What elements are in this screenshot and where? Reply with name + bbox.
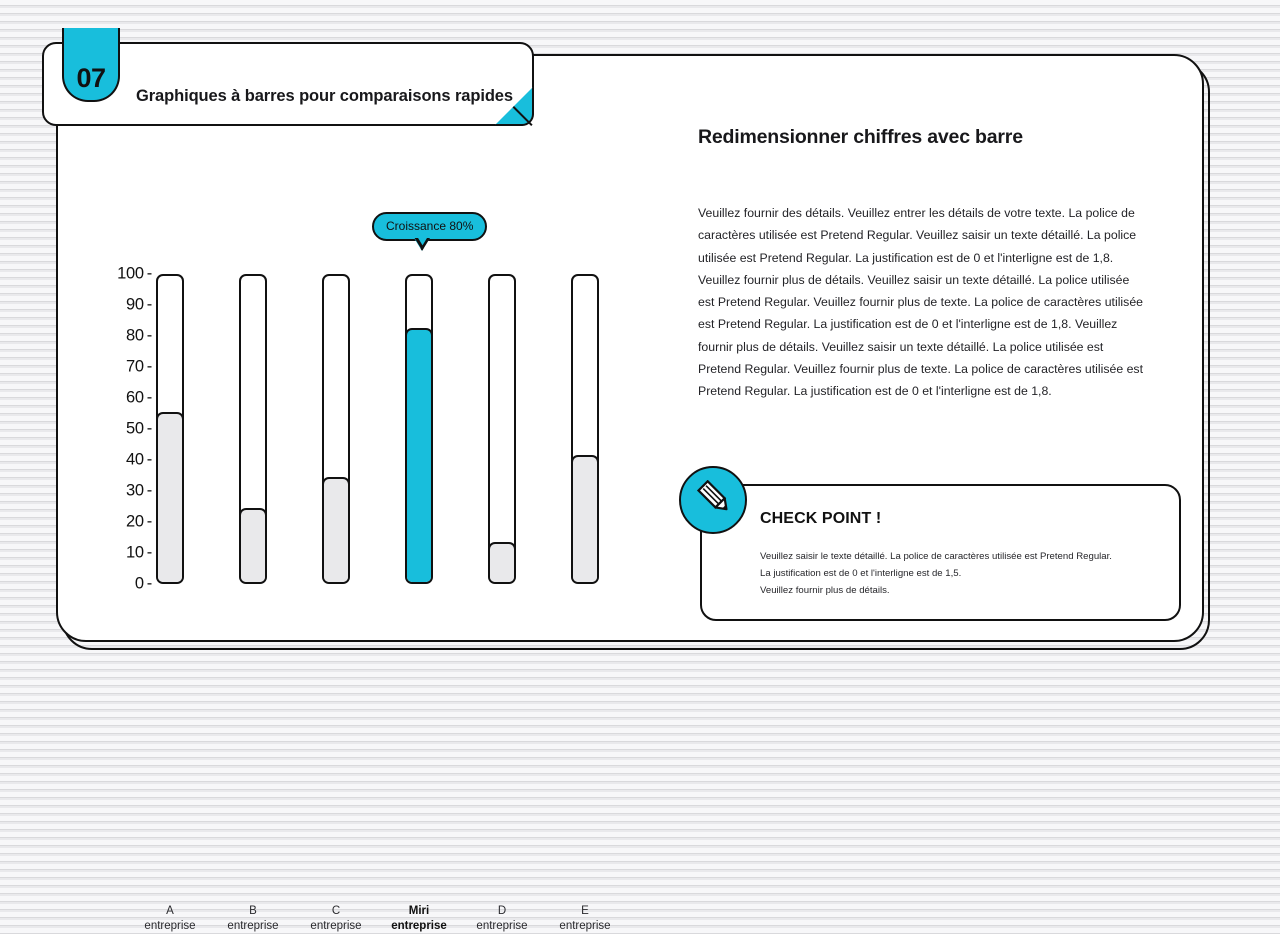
bar-category-line1: Miri: [408, 905, 430, 917]
bar-fill: [488, 542, 516, 584]
slide-number-text: 07: [76, 63, 106, 93]
y-axis-tick: [126, 451, 152, 470]
bar-category-line2: entreprise: [391, 920, 447, 932]
y-axis-tick-label: 80: [126, 326, 144, 345]
y-axis-tick-label: 70: [126, 357, 144, 376]
y-axis-tick-label: 100: [117, 264, 144, 283]
y-axis-tick-dash: -: [146, 326, 152, 345]
y-axis-tick-dash: -: [146, 574, 152, 593]
right-content-column: [698, 126, 1158, 403]
bar-category-line2: entreprise: [227, 920, 279, 932]
y-axis-tick-dash: -: [146, 295, 152, 314]
bar-fill-highlight: [405, 328, 433, 584]
bar-track: [322, 274, 350, 584]
y-axis-tick-label: 90: [126, 295, 144, 314]
slide-number-badge: [62, 28, 120, 102]
bar-category-line1: E: [581, 905, 589, 917]
pencil-glyph: [693, 480, 733, 520]
bar-category-line1: D: [497, 905, 507, 917]
slide-title-text: Graphiques à barres pour comparaisons rapides: [136, 86, 513, 105]
bar-category-label: [381, 904, 457, 934]
bar-category-line2: entreprise: [476, 920, 528, 932]
tooltip-tail-icon: [414, 238, 430, 251]
checkpoint-title: CHECK POINT !: [760, 510, 882, 527]
bar-category-label: [215, 904, 291, 934]
y-axis-tick-dash: -: [146, 357, 152, 376]
y-axis-tick-dash: -: [146, 450, 152, 469]
bar-category-label: [298, 904, 374, 934]
bar-chart: [96, 212, 636, 932]
checkpoint-card: [700, 484, 1181, 621]
y-axis-tick-dash: -: [146, 512, 152, 531]
y-axis-tick-dash: -: [146, 543, 152, 562]
y-axis-tick-dash: -: [146, 419, 152, 438]
bar-track: [488, 274, 516, 584]
y-axis-tick: [126, 420, 152, 439]
y-axis-tick-label: 0: [134, 574, 144, 593]
bar-fill: [239, 508, 267, 584]
y-axis-tick-label: 40: [126, 450, 144, 469]
y-axis-tick: [126, 358, 152, 377]
bar-track: [239, 274, 267, 584]
bar-track: [571, 274, 599, 584]
bar-category-line2: entreprise: [310, 920, 362, 932]
y-axis-tick: [126, 544, 152, 563]
checkpoint-line-3: Veuillez fournir plus de détails.: [760, 585, 890, 596]
slide-title-tab: [42, 42, 534, 126]
right-heading: Redimensionner chiffres avec barre: [698, 126, 1023, 148]
bar-track: [156, 274, 184, 584]
y-axis-tick: [135, 575, 152, 594]
growth-tooltip: [372, 212, 487, 241]
bar-category-line1: B: [249, 905, 257, 917]
y-axis-tick: [126, 513, 152, 532]
y-axis-tick-label: 50: [126, 419, 144, 438]
growth-tooltip-label: Croissance 80%: [386, 219, 474, 233]
bar-category-line2: entreprise: [559, 920, 611, 932]
bar-category-label: [464, 904, 540, 934]
bar-category-line1: C: [331, 905, 341, 917]
chart-plot-area: [96, 264, 636, 932]
y-axis-tick: [117, 265, 152, 284]
bar-fill: [322, 477, 350, 584]
y-axis-tick: [126, 482, 152, 501]
y-axis-tick-label: 10: [126, 543, 144, 562]
chart-y-axis: [96, 264, 152, 593]
bar-category-label: [547, 904, 623, 934]
checkpoint-line-1: Veuillez saisir le texte détaillé. La police de caractères utilisée est Pretend Regular.: [760, 551, 1112, 562]
y-axis-tick: [126, 327, 152, 346]
bar-category-line2: entreprise: [144, 920, 196, 932]
y-axis-tick-dash: -: [146, 388, 152, 407]
bar-category-line1: A: [166, 905, 174, 917]
y-axis-tick: [126, 389, 152, 408]
y-axis-tick-label: 60: [126, 388, 144, 407]
pencil-icon: [679, 466, 747, 534]
y-axis-tick-label: 20: [126, 512, 144, 531]
y-axis-tick-dash: -: [146, 481, 152, 500]
chart-bars-group: [144, 274, 636, 932]
bar-category-label: [132, 904, 208, 934]
y-axis-tick: [126, 296, 152, 315]
bar-track: [405, 274, 433, 584]
y-axis-tick-label: 30: [126, 481, 144, 500]
right-paragraph: Veuillez fournir des détails. Veuillez entrer les détails de votre texte. La police de caractères utilisée est Pretend Regular. Veuillez saisir un texte détaillé. La police utilisée est Pretend Regular. La justification est de 0 et l'interligne est de 1,8. Veuillez fournir plus de détails. Veuillez saisir un texte détaillé. La police utilisée est Pretend Regular. Veuillez fournir plus de texte. La police de caractères utilisée est Pretend Regular. La justification est de 0 et l'interligne est de 1,8. Veuillez fournir plus de détails. Veuillez saisir un texte détaillé. La police utilisée est Pretend Regular. Veuillez fournir plus de texte. La police de caractères utilisée est Pretend Regular. La justification est de 0 et l'interligne est de 1,8.: [698, 206, 1143, 399]
checkpoint-line-2: La justification est de 0 et l'interligne est de 1,5.: [760, 568, 962, 579]
bar-fill: [571, 455, 599, 584]
checkpoint-body: [760, 548, 1160, 599]
bar-fill: [156, 412, 184, 585]
y-axis-tick-dash: -: [146, 264, 152, 283]
